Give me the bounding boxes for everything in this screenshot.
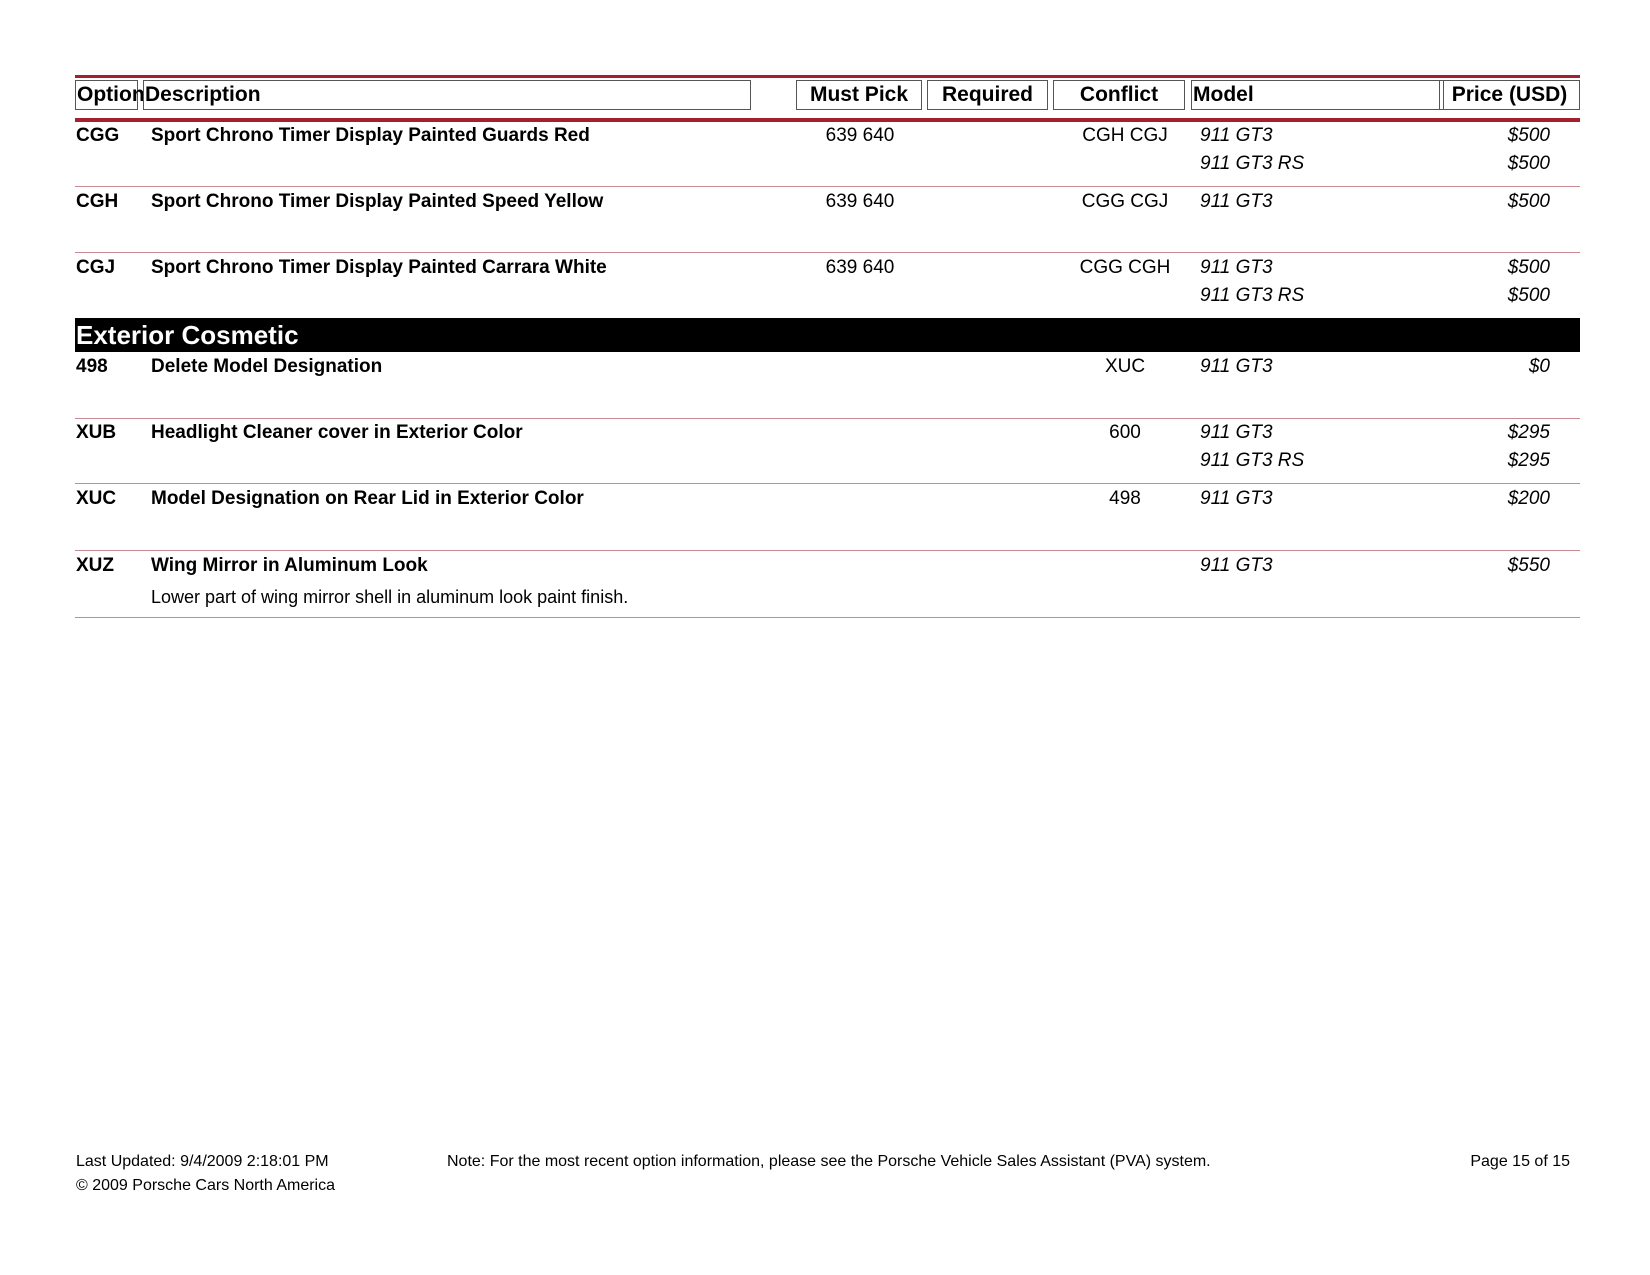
footer-note: Note: For the most recent option information, please see the Porsche Vehicle Sales Assistant (PVA) system. xyxy=(447,1153,1211,1170)
last-updated: Last Updated: 9/4/2009 2:18:01 PM xyxy=(76,1153,329,1170)
option-code: XUC xyxy=(76,488,117,509)
model-name: 911 GT3 xyxy=(1200,356,1273,377)
option-code: CGJ xyxy=(76,257,116,278)
option-code: CGH xyxy=(76,191,119,212)
price-list xyxy=(1508,419,1550,475)
price-list xyxy=(1529,353,1550,381)
table-header xyxy=(75,80,1580,113)
table-row xyxy=(75,485,1580,551)
option-description: Sport Chrono Timer Display Painted Carrara White xyxy=(151,257,607,278)
model-list xyxy=(1200,122,1304,178)
footer-left xyxy=(76,1150,335,1198)
model-name: 911 GT3 xyxy=(1200,257,1273,278)
model-name: 911 GT3 xyxy=(1200,555,1273,576)
model-name: 911 GT3 RS xyxy=(1200,153,1305,174)
price-value: $500 xyxy=(1507,191,1550,212)
model-name: 911 GT3 xyxy=(1200,125,1273,146)
row-separator xyxy=(75,252,1580,253)
model-name: 911 GT3 xyxy=(1200,488,1273,509)
option-code: XUZ xyxy=(76,555,114,576)
model-name: 911 GT3 xyxy=(1200,191,1273,212)
row-separator xyxy=(75,550,1580,551)
price-value: $500 xyxy=(1507,125,1550,146)
conflict-value: XUC xyxy=(1104,356,1146,377)
price-value: $0 xyxy=(1528,356,1550,377)
conflict-value: CGG CGJ xyxy=(1081,191,1169,212)
table-row xyxy=(75,353,1580,419)
model-list xyxy=(1200,353,1273,381)
row-separator xyxy=(75,186,1580,187)
page-number: Page 15 of 15 xyxy=(1470,1153,1570,1170)
price-list xyxy=(1508,552,1550,580)
table-row xyxy=(75,188,1580,253)
price-list xyxy=(1508,188,1550,216)
option-code: 498 xyxy=(76,356,108,377)
model-list xyxy=(1200,188,1273,216)
copyright: © 2009 Porsche Cars North America xyxy=(76,1177,336,1194)
col-price: Price (USD) xyxy=(1439,80,1580,110)
table-row xyxy=(75,419,1580,484)
option-code: XUB xyxy=(76,422,117,443)
price-value: $550 xyxy=(1507,555,1550,576)
option-code: CGG xyxy=(76,125,120,146)
option-description: Delete Model Designation xyxy=(151,356,383,377)
row-separator xyxy=(75,617,1580,618)
option-description: Sport Chrono Timer Display Painted Speed Yellow xyxy=(151,191,604,212)
model-list xyxy=(1200,552,1273,580)
conflict-value: 600 xyxy=(1109,422,1141,443)
section-header xyxy=(75,318,1580,352)
section-title: Exterior Cosmetic xyxy=(76,320,299,350)
conflict-value: CGH CGJ xyxy=(1082,125,1168,146)
col-conflict: Conflict xyxy=(1053,80,1185,110)
price-list xyxy=(1508,122,1550,178)
conflict-value: CGG CGH xyxy=(1079,257,1171,278)
option-description: Sport Chrono Timer Display Painted Guards Red xyxy=(151,125,590,146)
table-row xyxy=(75,552,1580,618)
header-top-rule xyxy=(75,75,1580,78)
price-value: $200 xyxy=(1507,488,1550,509)
model-name: 911 GT3 RS xyxy=(1200,450,1305,471)
must-pick-value: 639 640 xyxy=(825,257,895,278)
model-list xyxy=(1200,419,1304,475)
col-must-pick: Must Pick xyxy=(796,80,922,110)
option-description: Wing Mirror in Aluminum Look xyxy=(151,555,428,576)
price-value: $295 xyxy=(1507,450,1550,471)
model-name: 911 GT3 RS xyxy=(1200,285,1305,306)
option-description: Model Designation on Rear Lid in Exterior Color xyxy=(151,488,584,509)
table-row xyxy=(75,122,1580,187)
model-list xyxy=(1200,485,1273,513)
price-value: $295 xyxy=(1507,422,1550,443)
price-value: $500 xyxy=(1507,285,1550,306)
col-required: Required xyxy=(927,80,1048,110)
table-row xyxy=(75,254,1580,318)
option-description: Headlight Cleaner cover in Exterior Color xyxy=(151,422,523,443)
price-list xyxy=(1508,485,1550,513)
price-list xyxy=(1508,254,1550,310)
price-value: $500 xyxy=(1507,153,1550,174)
col-option: Option xyxy=(75,80,138,110)
col-model: Model xyxy=(1191,80,1444,110)
model-list xyxy=(1200,254,1304,310)
must-pick-value: 639 640 xyxy=(825,191,895,212)
option-detail: Lower part of wing mirror shell in aluminum look paint finish. xyxy=(151,587,629,607)
row-separator xyxy=(75,483,1580,484)
conflict-value: 498 xyxy=(1109,488,1141,509)
model-name: 911 GT3 xyxy=(1200,422,1273,443)
must-pick-value: 639 640 xyxy=(825,125,895,146)
price-value: $500 xyxy=(1507,257,1550,278)
col-description: Description xyxy=(143,80,751,110)
